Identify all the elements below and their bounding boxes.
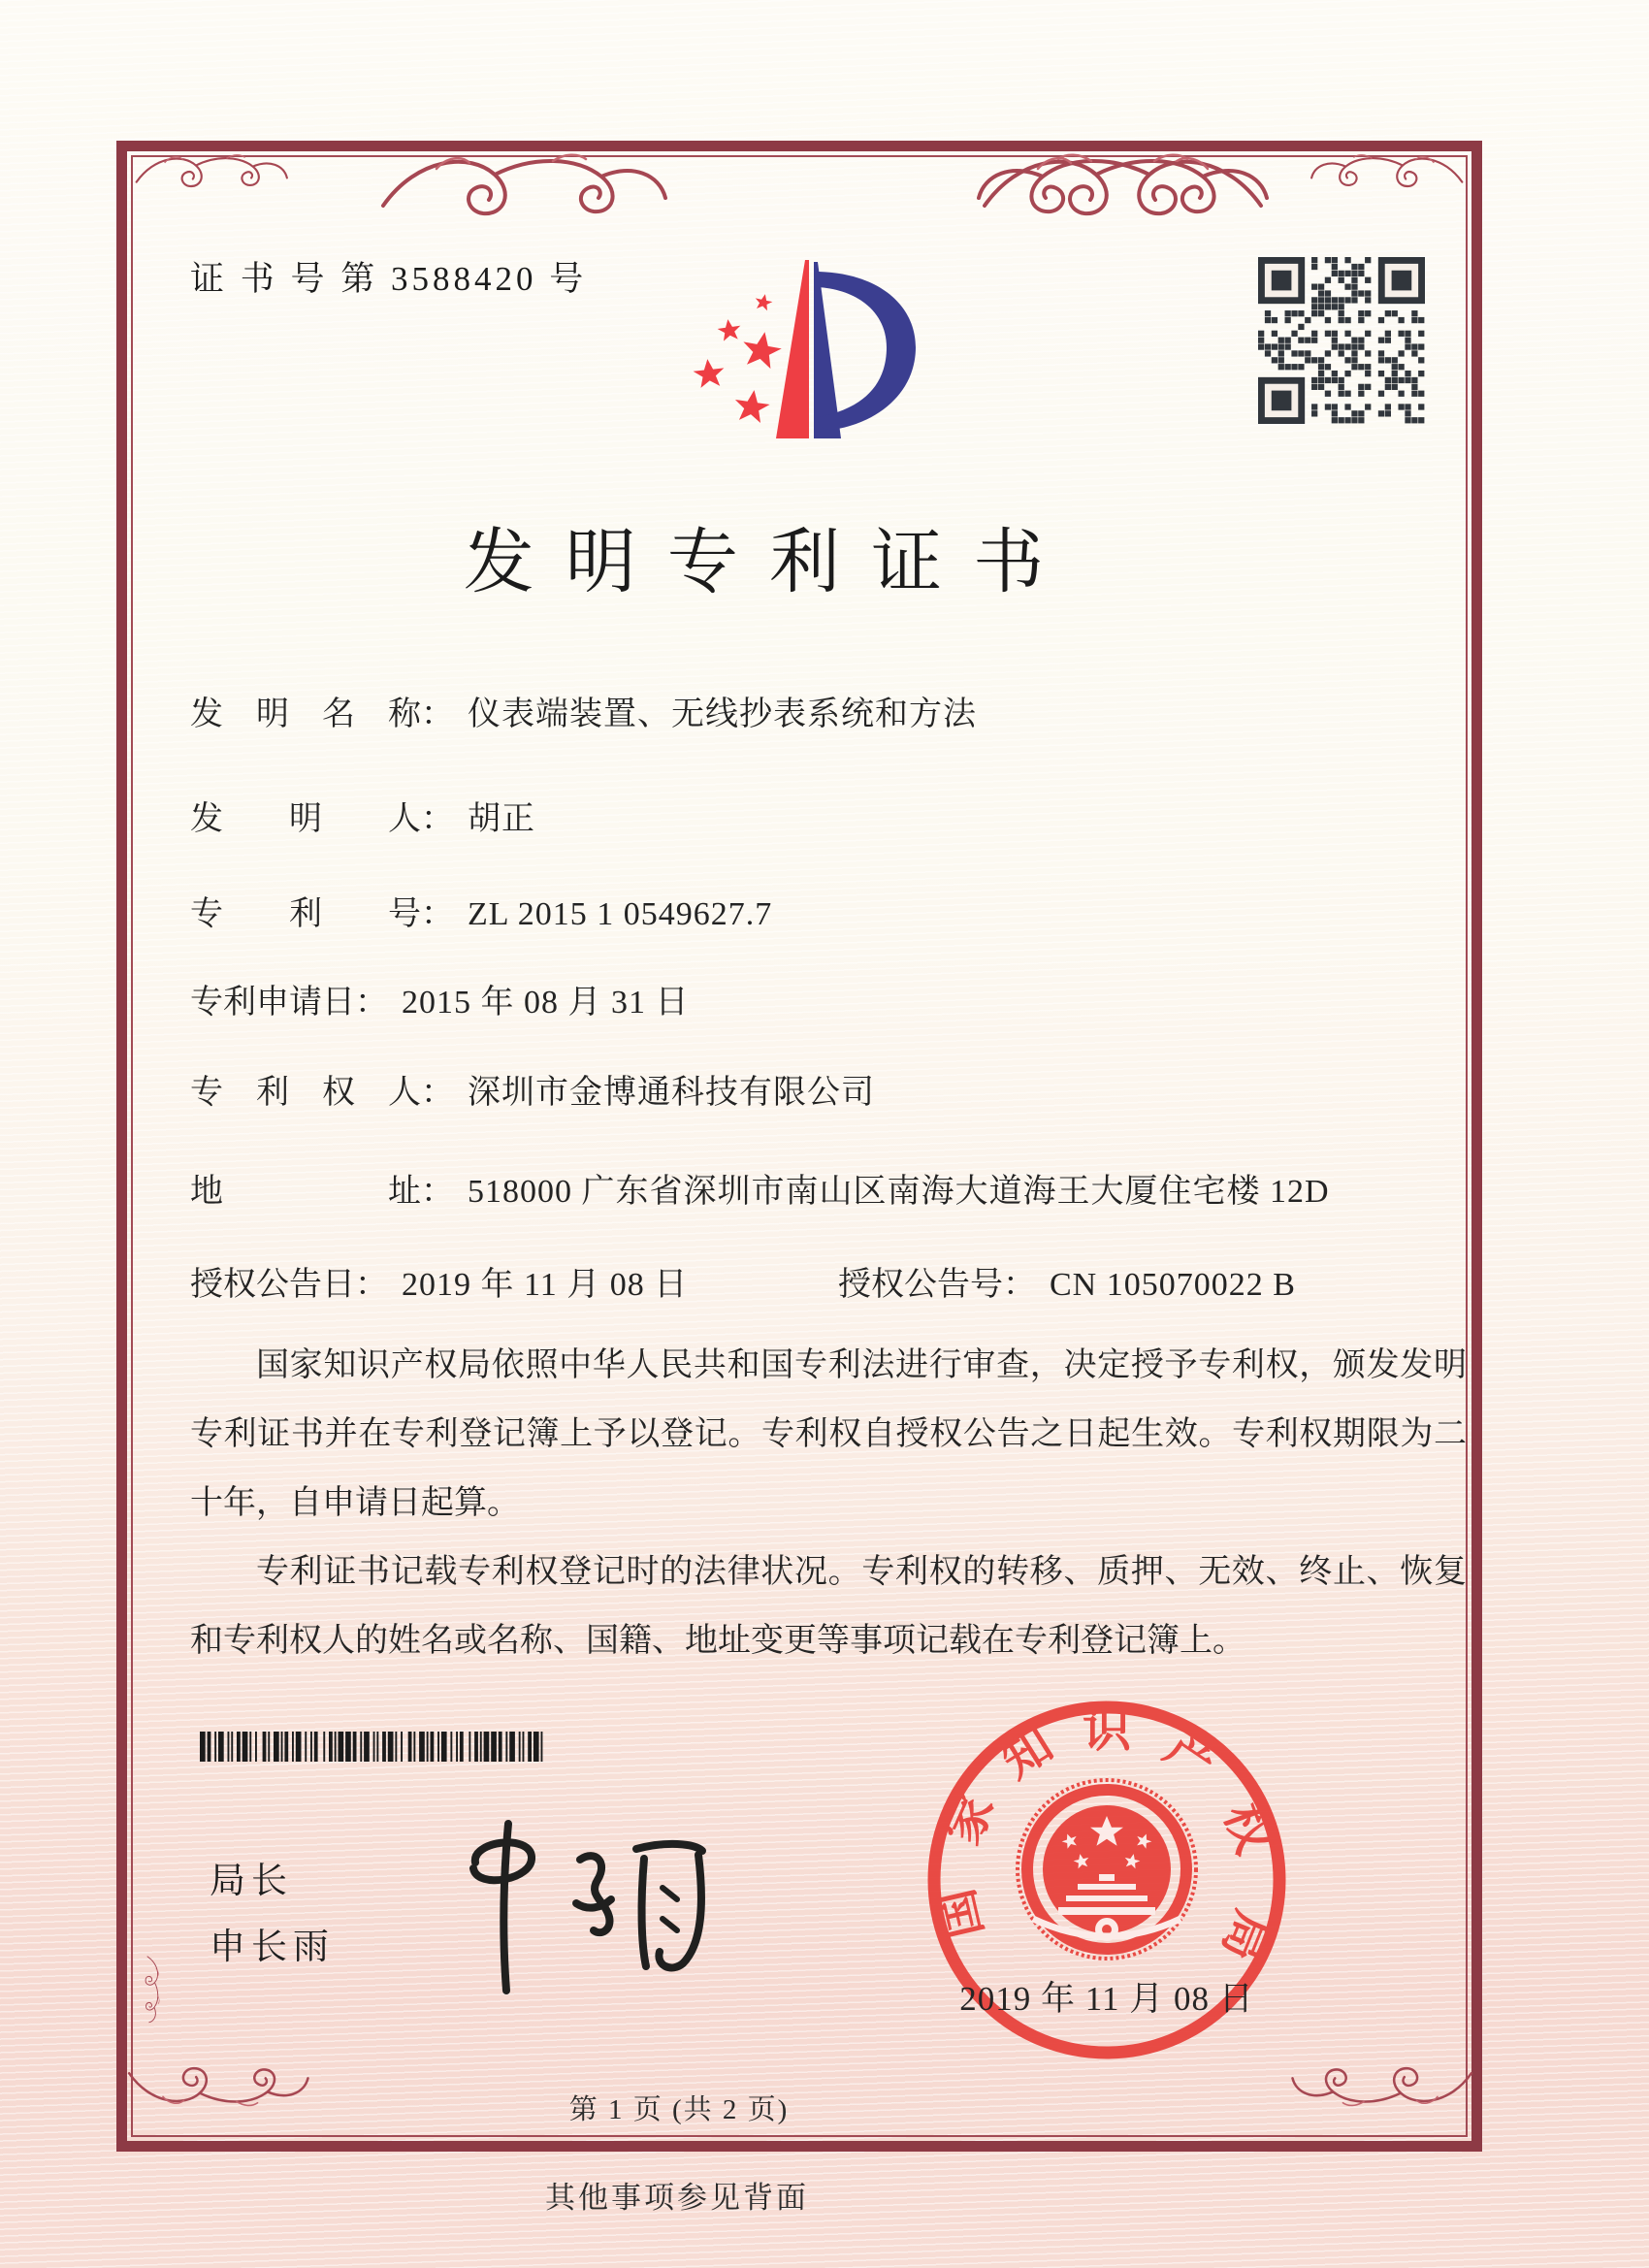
field-value: 518000 广东省深圳市南山区南海大道海王大厦住宅楼 12D: [468, 1174, 1330, 1210]
seal-char: 知: [991, 1716, 1062, 1789]
seal-char: 权: [1213, 1796, 1282, 1862]
seal-char: 国: [928, 1884, 992, 1944]
legal-paragraph-2: 专利证书记载专利权登记时的法律状况。专利权的转移、质押、无效、终止、恢复和专利权人的姓名或名称、国籍、地址变更等事项记载在专利登记簿上。: [190, 1554, 1467, 1659]
field-grant-number: [838, 1257, 1296, 1305]
back-side-note: 其他事项参见背面: [545, 2181, 809, 2215]
field-label: 专 利 权 人：: [190, 1075, 454, 1111]
seal-char: 产: [1155, 1719, 1227, 1792]
qr-code: [1258, 257, 1425, 424]
certificate-number: 证 书 号 第 3588420 号: [190, 260, 588, 298]
logo-red-pillar: [776, 260, 809, 438]
field-value: CN 105070022 B: [1050, 1267, 1296, 1303]
field-label: 地 址：: [190, 1174, 454, 1210]
seal-graphics: [928, 1702, 1281, 2053]
seal-date: 2019 年 11 月 08 日: [959, 1980, 1254, 2018]
certificate-title: 发明专利证书: [463, 523, 1076, 601]
field-label: 发 明 名 称：: [190, 697, 454, 732]
director-name: 申长雨: [210, 1928, 335, 1967]
seal-char: 家: [934, 1785, 1005, 1853]
director-signature: [415, 1806, 716, 2010]
field-grant-date: [190, 1267, 688, 1303]
legal-paragraph-1: 国家知识产权局依照中华人民共和国专利法进行审查，决定授予专利权，颁发发明专利证书并在专利登记簿上予以登记。专利权自授权公告之日起生效。专利权期限为二十年，自申请日起算。: [190, 1347, 1467, 1521]
barcode: [200, 1732, 545, 1762]
seal-char: 局: [1212, 1903, 1281, 1969]
legal-text-block: [190, 1331, 1467, 1675]
field-patentee: [190, 1065, 875, 1113]
field-label: 授权公告号：: [838, 1267, 1036, 1303]
official-seal: [917, 1690, 1297, 2070]
field-label: 专 利 号：: [190, 896, 454, 932]
field-value: ZL 2015 1 0549627.7: [468, 896, 773, 932]
page-number: 第 1 页 (共 2 页): [568, 2094, 790, 2125]
director-title: 局长: [210, 1862, 293, 1901]
field-label: 专利申请日：: [190, 985, 388, 1021]
field-patent-number: [190, 887, 772, 934]
field-invention-name: [190, 687, 977, 734]
seal-char: 识: [1083, 1702, 1131, 1757]
field-filing-date: [190, 975, 690, 1022]
field-value: 2015 年 08 月 31 日: [402, 985, 690, 1021]
field-label: 授权公告日：: [190, 1267, 388, 1303]
field-value: 胡正: [468, 801, 535, 837]
field-value: 仪表端装置、无线抄表系统和方法: [468, 697, 977, 732]
patent-office-logo: [665, 244, 933, 458]
field-label: 发 明 人：: [190, 801, 454, 837]
field-address: [190, 1164, 1330, 1212]
field-value: 2019 年 11 月 08 日: [402, 1267, 689, 1303]
logo-stars: [692, 292, 784, 424]
field-inventor: [190, 792, 535, 839]
field-value: 深圳市金博通科技有限公司: [468, 1075, 875, 1111]
field-grant-row: [190, 1257, 1467, 1305]
